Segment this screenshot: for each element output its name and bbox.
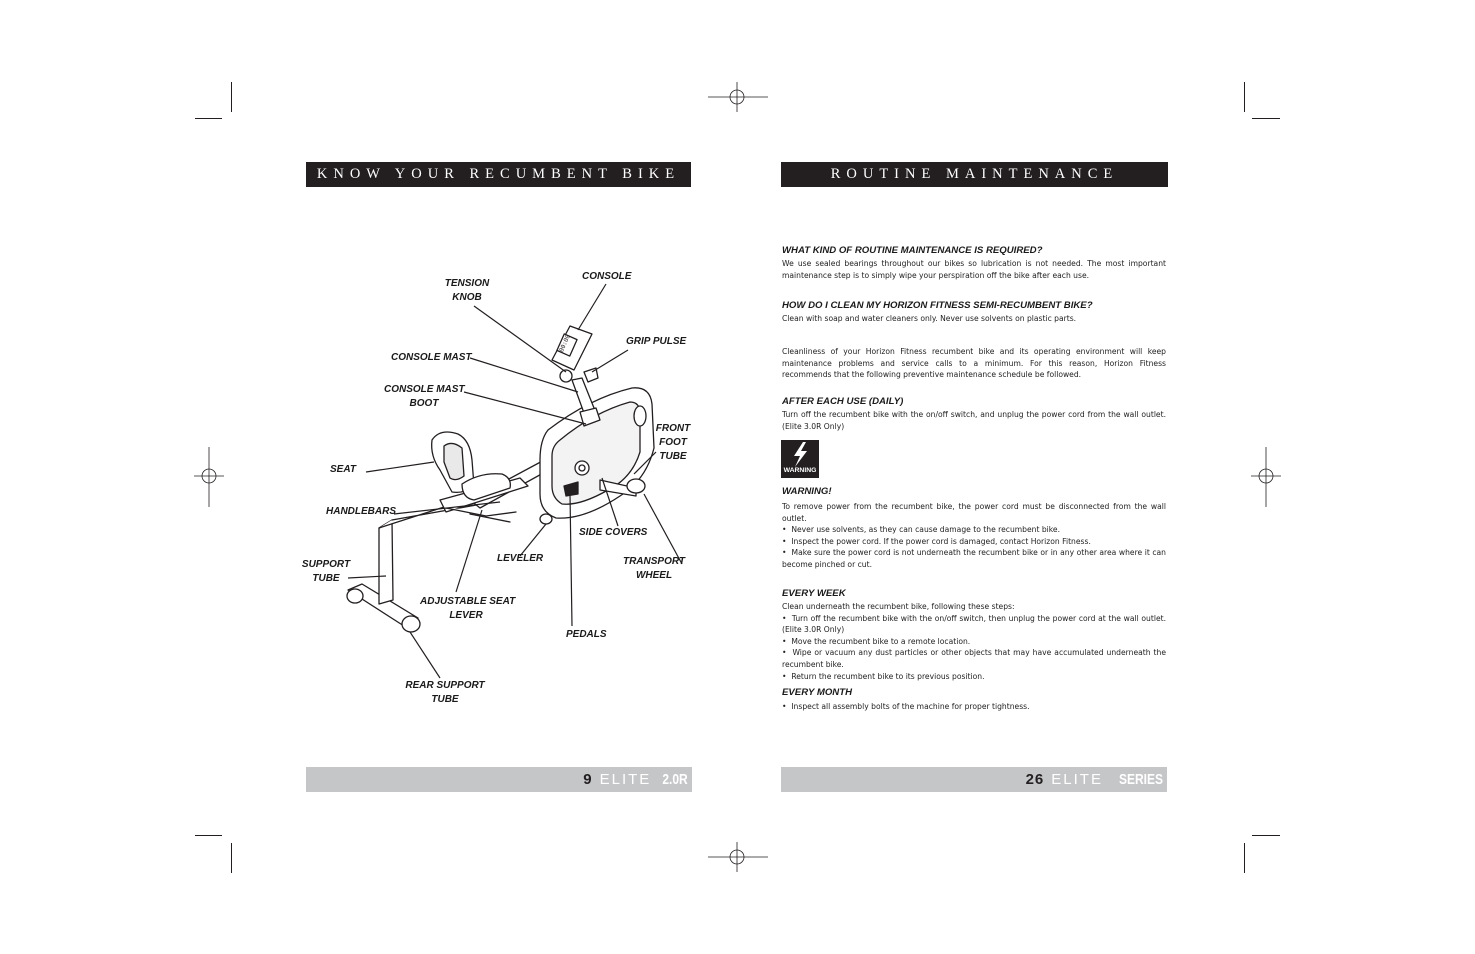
crop-mark xyxy=(195,835,222,836)
weekly-bullet: • Wipe or vacuum any dust particles or other objects that may have accumulated underneath the recumbent bike. xyxy=(782,648,1166,669)
left-page-footer xyxy=(306,767,692,792)
callout-tension-knob-line-2: KNOB xyxy=(452,292,482,303)
weekly-bullet: • Move the recumbent bike to a remote location. xyxy=(782,636,971,646)
section-weekly xyxy=(782,587,1166,682)
crop-mark xyxy=(231,82,232,112)
recumbent-bike-diagram xyxy=(300,260,710,730)
crop-mark xyxy=(1252,118,1280,119)
callout-console-mast-boot-line-2: BOOT xyxy=(409,398,439,409)
daily-body: Turn off the recumbent bike with the on/off switch, and unplug the power cord from the wall outlet. (Elite 3.0R Only) xyxy=(782,410,1166,431)
warning-bullet: • Inspect the power cord. If the power cord is damaged, contact Horizon Fitness. xyxy=(782,536,1091,546)
warning-bullet: • Make sure the power cord is not underneath the recumbent bike or in any other area where it can become pinched or cut. xyxy=(782,548,1166,569)
callout-front-foot-tube-line-2: FOOT xyxy=(659,437,687,448)
left-footer-model: 2.0R xyxy=(662,771,688,788)
right-page-footer xyxy=(781,767,1167,792)
warning-icon-label: WARNING xyxy=(783,467,817,474)
faq-maintenance-required xyxy=(782,244,1166,281)
callout-side-covers: SIDE COVERS xyxy=(579,527,648,538)
registration-target-top xyxy=(708,82,768,112)
registration-target-right xyxy=(1251,447,1281,507)
lightning-bolt-icon xyxy=(781,440,819,468)
weekly-bullet: • Turn off the recumbent bike with the on/off switch, then unplug the power cord at the wall outlet. (Elite 3.0R Only) xyxy=(782,613,1167,635)
callout-console: CONSOLE xyxy=(582,271,632,282)
warning-body: To remove power from the recumbent bike, the power cord must be disconnected from the wall outlet. xyxy=(782,502,1166,523)
left-page-title-bar xyxy=(306,162,691,187)
callout-rear-support-tube-line-2: TUBE xyxy=(431,694,459,705)
right-page-number: 26 xyxy=(1025,771,1045,788)
callout-pedals: PEDALS xyxy=(566,629,607,640)
monthly-bullet: • Inspect all assembly bolts of the machine for proper tightness. xyxy=(782,702,1030,711)
callout-grip-pulse: GRIP PULSE xyxy=(626,336,687,347)
crop-mark xyxy=(1252,835,1280,836)
right-page-title-bar xyxy=(781,162,1168,187)
callout-transport-wheel-line-1: TRANSPORT xyxy=(622,556,686,567)
registration-target-left xyxy=(194,447,224,507)
callout-support-tube-line-2: TUBE xyxy=(312,573,340,584)
section-monthly xyxy=(782,686,1166,713)
callout-console-mast: CONSOLE MAST xyxy=(391,352,472,363)
weekly-body: Clean underneath the recumbent bike, following these steps: xyxy=(782,602,1015,611)
monthly-heading: EVERY MONTH xyxy=(782,687,853,698)
right-footer-model: SERIES xyxy=(1118,771,1163,788)
crop-mark xyxy=(195,118,222,119)
warning-bullet: • Never use solvents, as they can cause damage to the recumbent bike. xyxy=(782,525,1061,535)
console-display-readout: 00:00 xyxy=(558,333,572,354)
daily-heading: AFTER EACH USE (DAILY) xyxy=(782,396,904,407)
callout-adjustable-seat-lever-line-2: LEVER xyxy=(449,610,483,621)
callout-tension-knob-line-1: TENSION xyxy=(444,278,490,289)
registration-target-bottom xyxy=(708,842,768,872)
callout-adjustable-seat-lever xyxy=(420,595,516,623)
callout-console-mast-boot-line-1: CONSOLE MAST xyxy=(384,384,465,395)
callout-handlebars: HANDLEBARS xyxy=(326,506,396,517)
callout-front-foot-tube-line-1: FRONT xyxy=(655,423,691,434)
crop-mark xyxy=(231,843,232,873)
crop-mark xyxy=(1244,843,1245,873)
faq-heading: HOW DO I CLEAN MY HORIZON FITNESS SEMI-RECUMBENT BIKE? xyxy=(782,300,1093,311)
callout-support-tube-line-1: SUPPORT xyxy=(301,559,351,570)
section-daily xyxy=(782,395,1166,432)
callout-front-foot-tube-line-3: TUBE xyxy=(659,451,687,462)
intro-paragraph: Cleanliness of your Horizon Fitness recumbent bike and its operating environment will keep maintenance problems and service calls to a minimum. For this reason, Horizon Fitness recommends that the following preventive maintenance schedule be followed. xyxy=(782,347,1166,380)
weekly-heading: EVERY WEEK xyxy=(782,588,846,599)
callout-leveler: LEVELER xyxy=(497,553,544,564)
callout-transport-wheel xyxy=(620,555,688,583)
faq-answer: We use sealed bearings throughout our bikes so lubrication is not needed. The most important maintenance step is to simply wipe your perspiration off the bike after each use. xyxy=(782,259,1166,280)
callout-rear-support-tube xyxy=(404,679,486,707)
faq-how-to-clean xyxy=(782,299,1166,325)
right-footer-brand: ELITE xyxy=(1051,771,1103,788)
callout-rear-support-tube-line-1: REAR SUPPORT xyxy=(405,680,485,691)
callout-adjustable-seat-lever-line-1: ADJUSTABLE SEAT xyxy=(420,596,516,607)
warning-heading: WARNING! xyxy=(782,486,832,497)
crop-mark xyxy=(1244,82,1245,112)
warning-icon xyxy=(781,440,819,478)
callout-support-tube xyxy=(301,558,351,586)
weekly-bullet: • Return the recumbent bike to its previous position. xyxy=(782,671,985,681)
callout-console-mast-boot xyxy=(384,383,464,411)
left-page-title: KNOW YOUR RECUMBENT BIKE xyxy=(316,166,681,182)
callout-front-foot-tube xyxy=(652,422,694,464)
left-page-number: 9 xyxy=(583,771,593,788)
right-page-title: ROUTINE MAINTENANCE xyxy=(830,166,1119,182)
section-warning xyxy=(782,485,1166,571)
maintenance-intro xyxy=(782,346,1166,381)
faq-heading: WHAT KIND OF ROUTINE MAINTENANCE IS REQUIRED? xyxy=(782,245,1043,256)
left-footer-brand: ELITE xyxy=(599,771,652,788)
callout-seat: SEAT xyxy=(330,464,356,475)
faq-answer: Clean with soap and water cleaners only. Never use solvents on plastic parts. xyxy=(782,314,1077,323)
callout-transport-wheel-line-2: WHEEL xyxy=(635,570,673,581)
callout-tension-knob xyxy=(441,277,493,305)
